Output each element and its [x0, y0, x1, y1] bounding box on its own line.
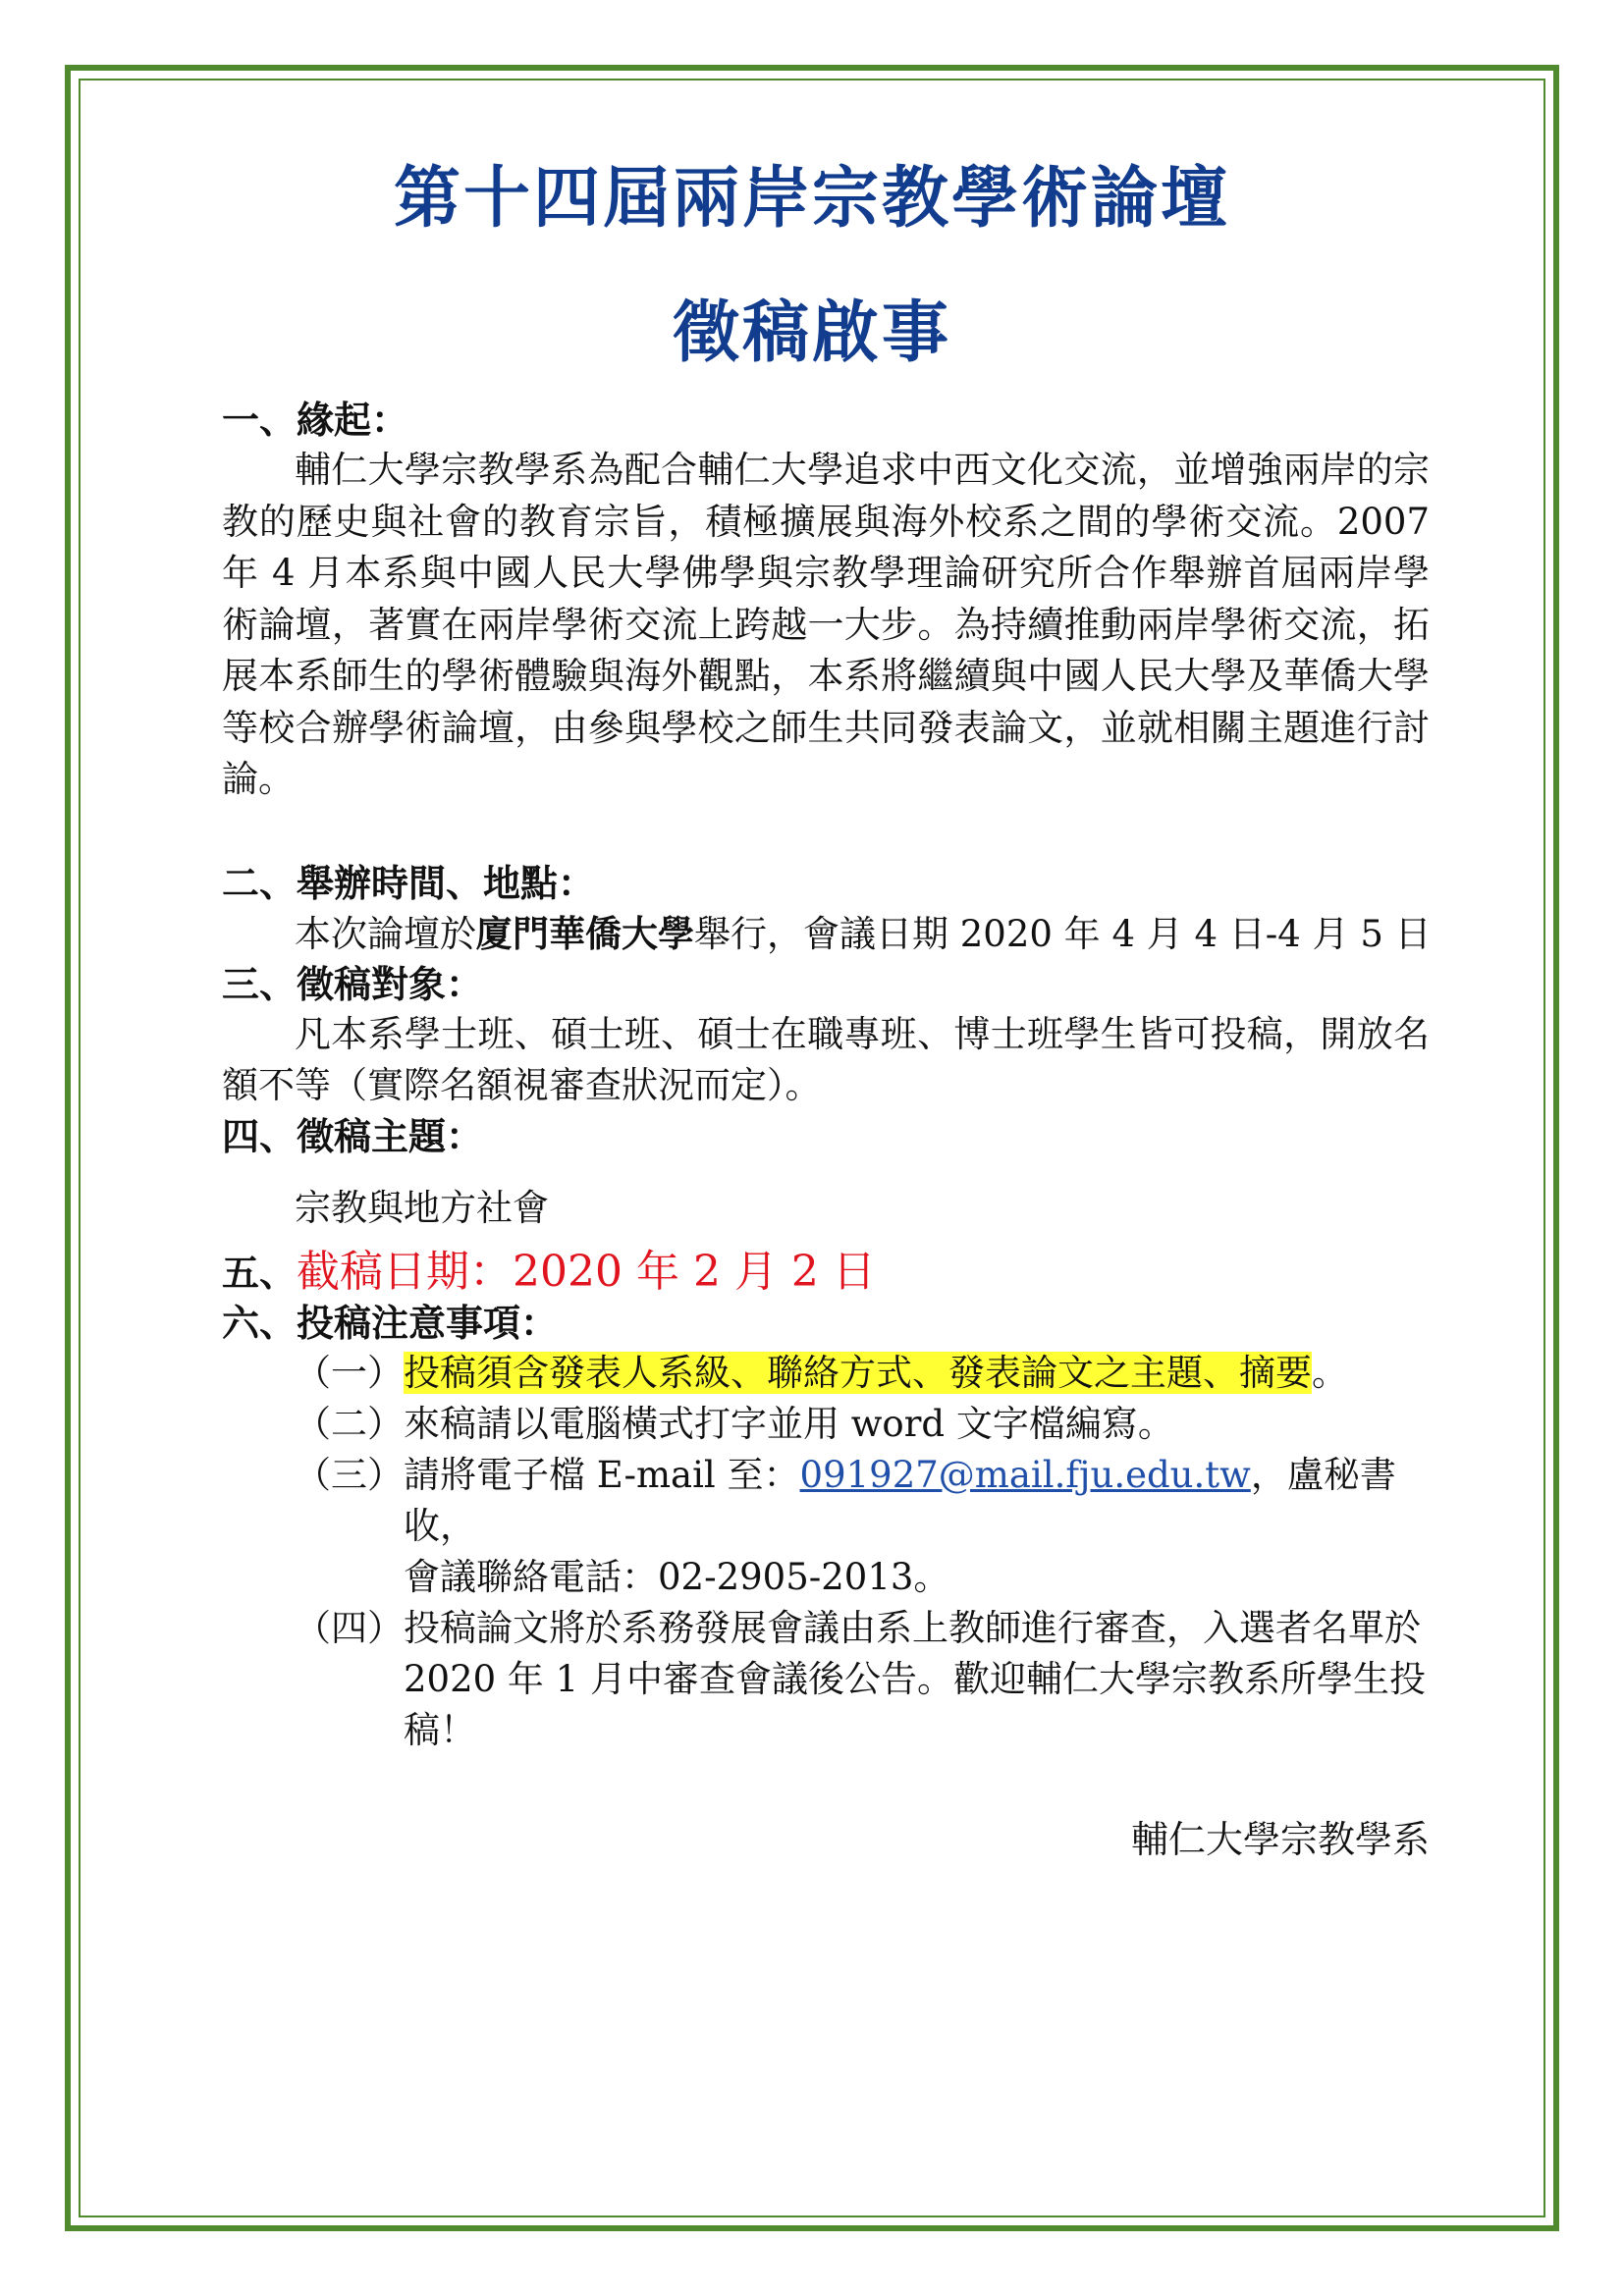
section-6-heading: 六、投稿注意事項：	[222, 1300, 559, 1345]
section-5-prefix: 五、	[222, 1250, 298, 1295]
notice-item-3-pre: 請將電子檔 E-mail 至：	[404, 1453, 800, 1496]
notice-item-1-end: 。	[1312, 1351, 1348, 1394]
section-3-heading: 三、徵稿對象：	[222, 961, 484, 1006]
notice-item-4-text: 投稿論文將於系務發展會議由系上教師進行審查，入選者名單於 2020 年 1 月中審查會議後公告。歡迎輔仁大學宗教系所學生投稿！	[404, 1606, 1426, 1751]
notice-item-3-num: （三）	[295, 1453, 404, 1496]
section-3-body: 凡本系學士班、碩士班、碩士在職專班、博士班學生皆可投稿，開放名額不等（實際名額視審查狀況而定）。	[222, 1012, 1430, 1106]
signature: 輔仁大學宗教學系	[1130, 1817, 1430, 1861]
notice-item-2-text: 來稿請以電腦橫式打字並用 word 文字檔編寫。	[404, 1402, 1174, 1445]
venue-name: 廈門華僑大學	[476, 911, 694, 955]
notice-item-2	[222, 1399, 1430, 1450]
document-subtitle: 徵稿啟事	[672, 294, 951, 372]
notice-item-1-num: （一）	[295, 1351, 404, 1394]
section-5-deadline	[222, 1246, 1430, 1299]
section-4-heading: 四、徵稿主題：	[222, 1113, 484, 1158]
document-title: 第十四屆兩岸宗教學術論壇	[393, 160, 1230, 238]
notice-item-3-post: ，盧秘書收，	[404, 1453, 1396, 1547]
notice-item-1-highlight: 投稿須含發表人系級、聯絡方式、發表論文之主題、摘要	[404, 1351, 1312, 1394]
notice-item-2-num: （二）	[295, 1402, 404, 1445]
section-2-pre: 本次論壇於	[295, 912, 476, 955]
section-2-heading: 二、舉辦時間、地點：	[222, 860, 596, 905]
section-2-post: 舉行，會議日期 2020 年 4 月 4 日-4 月 5 日	[694, 912, 1432, 955]
contact-phone: 會議聯絡電話：02-2905-2013。	[404, 1555, 950, 1598]
document-body	[222, 396, 1430, 1864]
section-1-heading: 一、緣起：	[222, 398, 409, 442]
section-4-topic: 宗教與地方社會	[295, 1186, 549, 1229]
notice-item-4-num: （四）	[295, 1606, 404, 1649]
section-2-body	[222, 908, 1430, 960]
notice-item-3	[222, 1450, 1430, 1603]
deadline-label: 截稿日期：2020 年 2 月 2 日	[297, 1246, 876, 1297]
email-link[interactable]: 091927@mail.fju.edu.tw	[799, 1453, 1251, 1496]
section-1-body: 輔仁大學宗教學系為配合輔仁大學追求中西文化交流，並增強兩岸的宗教的歷史與社會的教育宗旨，積極擴展與海外校系之間的學術交流。2007 年 4 月本系與中國人民大學佛學與宗教學理論研究所合作舉辦首屆兩岸學術論壇，著實在兩岸學術交流上跨越一大步。為持續推動兩岸學術交流，拓展本系師生的學術體驗與海外觀點，本系將繼續與中國人民大學及華僑大學等校合辦學術論壇，由參與學校之師生共同發表論文，並就相關主題進行討論。	[222, 449, 1430, 800]
notice-item-1	[222, 1348, 1430, 1399]
notice-item-4	[222, 1603, 1430, 1756]
